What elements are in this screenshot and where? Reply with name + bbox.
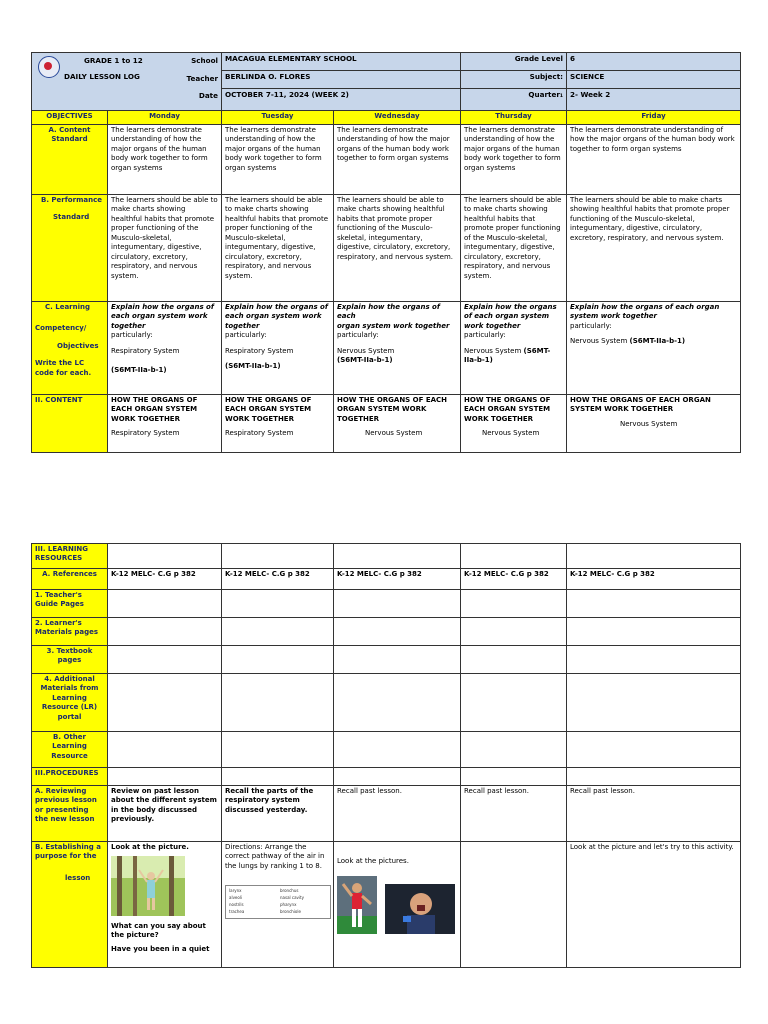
reviewing-fri: Recall past lesson. xyxy=(567,786,741,842)
lc-fri-code: (S6MT-IIa-b-1) xyxy=(629,337,686,346)
textbook-label: 3. Textbook pages xyxy=(32,646,108,674)
deped-seal-icon xyxy=(38,56,60,78)
shocked-man-photo xyxy=(385,884,455,934)
reviewing-mon: Review on past lesson about the different system in the body discussed previously. xyxy=(108,786,222,842)
purpose-wed-look: Look at the pictures. xyxy=(337,857,409,865)
monday-header: Monday xyxy=(108,111,222,125)
performance-standard-fri: The learners should be able to make charts showing healthful habits that promote proper functioning of the Musculo-skeletal, integumentary, digestive, circulatory, excretory, respiratory, and nervous system. xyxy=(567,195,741,302)
purpose-wed xyxy=(334,842,461,968)
learning-competency-label xyxy=(32,302,108,395)
word-bronchus: bronchus xyxy=(280,888,299,894)
lc-fri-system: Nervous System xyxy=(570,337,628,346)
content-wed-title: HOW THE ORGANS OF EACH ORGAN SYSTEM WORK TOGETHER xyxy=(337,396,448,423)
content-tue-title: HOW THE ORGANS OF EACH ORGAN SYSTEM WORK TOGETHER xyxy=(225,396,312,423)
lc-tue-code: (S6MT-IIa-b-1) xyxy=(225,362,281,371)
grade-level-value: 6 xyxy=(567,53,741,71)
procedures-label: III.PROCEDURES xyxy=(32,768,108,786)
content-fri-title: HOW THE ORGANS OF EACH ORGAN SYSTEM WORK TOGETHER xyxy=(570,396,711,414)
word-alveoli: alveoli xyxy=(229,895,243,901)
forest-girl-photo xyxy=(111,856,185,916)
objectives-header: OBJECTIVES xyxy=(32,111,108,125)
content-standard-fri: The learners demonstrate understanding of how the major organs of the human body work together to form organ systems xyxy=(567,125,741,195)
grade-title: GRADE 1 to 12 xyxy=(84,56,143,65)
lc-wed-system: Nervous System xyxy=(337,346,395,355)
references-wed: K-12 MELC- C.G p 382 xyxy=(334,569,461,590)
lc-label-3: Objectives xyxy=(57,341,99,350)
references-thu: K-12 MELC- C.G p 382 xyxy=(461,569,567,590)
subject-value: SCIENCE xyxy=(567,71,741,89)
learning-competency-fri xyxy=(567,302,741,395)
lc-thu-particularly: particularly: xyxy=(464,331,506,340)
grade-level-label: Grade Level xyxy=(461,53,567,71)
references-label: A. References xyxy=(32,569,108,590)
lc-wed-code: (S6MT-IIa-b-1) xyxy=(337,356,393,365)
content-thu xyxy=(461,395,567,453)
content-mon-system: Respiratory System xyxy=(111,429,180,438)
content-thu-system: Nervous System xyxy=(482,429,540,438)
purpose-tue-directions: Directions: Arrange the correct pathway of the air in the lungs by ranking 1 to 8. xyxy=(225,843,325,870)
purpose-mon-question: What can you say about the picture? xyxy=(111,921,206,940)
word-bronchiole: bronchiole xyxy=(280,909,301,915)
purpose-mon-look: Look at the picture. xyxy=(111,843,189,851)
references-fri: K-12 MELC- C.G p 382 xyxy=(567,569,741,590)
word-nostrils: nostrils xyxy=(229,902,244,908)
lc-label-2: Competency/ xyxy=(35,324,87,333)
content-fri xyxy=(567,395,741,453)
date-label: Date xyxy=(198,91,218,100)
friday-header: Friday xyxy=(567,111,741,125)
content-thu-title: HOW THE ORGANS OF EACH ORGAN SYSTEM WORK TOGETHER xyxy=(464,396,551,423)
content-standard-tue: The learners demonstrate understanding of how the major organs of the human body work together to form organ systems xyxy=(222,125,334,195)
content-standard-label: A. Content Standard xyxy=(32,125,108,195)
content-tue xyxy=(222,395,334,453)
subject-label: Subject: xyxy=(461,71,567,89)
school-value: MACAGUA ELEMENTARY SCHOOL xyxy=(222,53,461,71)
purpose-tue xyxy=(222,842,334,968)
lc-tue-system: Respiratory System xyxy=(225,346,294,355)
learners-materials-label: 2. Learner's Materials pages xyxy=(32,618,108,646)
airway-ranking-table xyxy=(225,885,331,919)
thursday-header: Thursday xyxy=(461,111,567,125)
purpose-thu xyxy=(461,842,567,968)
lc-thu-code: (S6MT-IIa-b-1) xyxy=(464,346,551,365)
lc-fri-particularly: particularly: xyxy=(570,321,612,330)
word-nasal-cavity: nasal cavity xyxy=(280,895,304,901)
resources-table xyxy=(31,543,741,968)
purpose-mon xyxy=(108,842,222,968)
lc-thu-system: Nervous System xyxy=(464,346,522,355)
wednesday-header: Wednesday xyxy=(334,111,461,125)
teacher-value: BERLINDA O. FLORES xyxy=(222,71,461,89)
purpose-mon-quiet: Have you been in a quiet xyxy=(111,944,210,953)
word-trachea: trachea xyxy=(229,909,245,915)
lc-wed-particularly: particularly: xyxy=(337,331,379,340)
learning-competency-tue xyxy=(222,302,334,395)
log-title: DAILY LESSON LOG xyxy=(64,72,140,81)
lc-mon-title: Explain how the organs of each organ system work together xyxy=(111,303,214,330)
performance-standard-label xyxy=(32,195,108,302)
content-wed-system: Nervous System xyxy=(365,429,423,438)
reviewing-label: A. Reviewing previous lesson or presenting the new lesson xyxy=(32,786,108,842)
school-label: School xyxy=(191,56,218,65)
lc-fri-title: Explain how the organs of each organ system work together xyxy=(570,303,720,321)
lc-wed-title-2: organ system work together xyxy=(337,321,450,330)
lc-label-4: Write the LC code for each. xyxy=(35,359,92,377)
learning-competency-mon xyxy=(108,302,222,395)
lc-mon-system: Respiratory System xyxy=(111,346,180,355)
learning-competency-thu xyxy=(461,302,567,395)
content-mon-title: HOW THE ORGANS OF EACH ORGAN SYSTEM WORK TOGETHER xyxy=(111,396,198,423)
content-tue-system: Respiratory System xyxy=(225,429,294,438)
purpose-label-2: lesson xyxy=(65,873,91,882)
reviewing-wed: Recall past lesson. xyxy=(334,786,461,842)
learning-resources-label: III. LEARNING RESOURCES xyxy=(32,544,108,569)
word-larynx: larynx xyxy=(229,888,242,894)
performance-standard-mon: The learners should be able to make charts showing healthful habits that promote proper functioning of the Musculo-skeletal, integumentary, digestive, circulatory, excretory, respiratory, and nervous system. xyxy=(108,195,222,302)
references-mon: K-12 MELC- C.G p 382 xyxy=(108,569,222,590)
content-standard-wed: The learners demonstrate understanding of how the major organs of the human body work together to form organ systems xyxy=(334,125,461,195)
content-mon xyxy=(108,395,222,453)
lesson-log-table xyxy=(31,52,741,453)
teacher-label: Teacher xyxy=(186,74,218,83)
performance-label-2: Standard xyxy=(53,213,90,222)
lc-mon-particularly: particularly: xyxy=(111,331,153,340)
reviewing-thu: Recall past lesson. xyxy=(461,786,567,842)
purpose-fri: Look at the picture and let's try to this activity. xyxy=(567,842,741,968)
references-tue: K-12 MELC- C.G p 382 xyxy=(222,569,334,590)
purpose-label-1: B. Establishing a purpose for the xyxy=(35,843,101,861)
quarter-value: 2- Week 2 xyxy=(567,89,741,111)
lc-mon-code: (S6MT-IIa-b-1) xyxy=(111,366,167,375)
content-standard-mon: The learners demonstrate understanding of how the major organs of the human body work together to form organ systems xyxy=(108,125,222,195)
lc-label-1: C. Learning xyxy=(45,303,90,311)
date-value: OCTOBER 7-11, 2024 (WEEK 2) xyxy=(222,89,461,111)
lc-wed-title-1: Explain how the organs of each xyxy=(337,303,440,321)
additional-materials-label: 4. Additional Materials from Learning Resource (LR) portal xyxy=(32,674,108,732)
establishing-purpose-label xyxy=(32,842,108,968)
lc-tue-particularly: particularly: xyxy=(225,331,267,340)
other-resource-label: B. Other Learning Resource xyxy=(32,732,108,768)
content-wed xyxy=(334,395,461,453)
content-standard-thu: The learners demonstrate understanding of how the major organs of the human body work together to form organ systems xyxy=(461,125,567,195)
tuesday-header: Tuesday xyxy=(222,111,334,125)
teachers-guide-label: 1. Teacher's Guide Pages xyxy=(32,590,108,618)
content-label: II. CONTENT xyxy=(32,395,108,453)
log-title-cell xyxy=(32,53,222,111)
reviewing-tue: Recall the parts of the respiratory system discussed yesterday. xyxy=(222,786,334,842)
content-fri-system: Nervous System xyxy=(620,419,678,428)
learning-competency-wed xyxy=(334,302,461,395)
quarter-label: Quarter₁ xyxy=(461,89,567,111)
performance-standard-wed: The learners should be able to make charts showing healthful habits that promote proper functioning of the Musculo-skeletal, integumentary, digestive, circulatory, excretory, respiratory, and nervous system. xyxy=(334,195,461,302)
athlete-photo xyxy=(337,876,377,934)
word-pharynx: pharynx xyxy=(280,902,297,908)
performance-standard-thu: The learners should be able to make charts showing healthful habits that promote proper functioning of the Musculo-skeletal, integumentary, digestive, circulatory, excretory, respiratory, and nervous system. xyxy=(461,195,567,302)
performance-standard-tue: The learners should be able to make charts showing healthful habits that promote proper functioning of the Musculo-skeletal, integumentary, digestive, circulatory, excretory, respiratory, and nervous system. xyxy=(222,195,334,302)
lc-thu-title: Explain how the organs of each organ system work together xyxy=(464,303,557,330)
performance-label-1: B. Performance xyxy=(41,196,102,204)
lc-tue-title: Explain how the organs of each organ system work together xyxy=(225,303,328,330)
